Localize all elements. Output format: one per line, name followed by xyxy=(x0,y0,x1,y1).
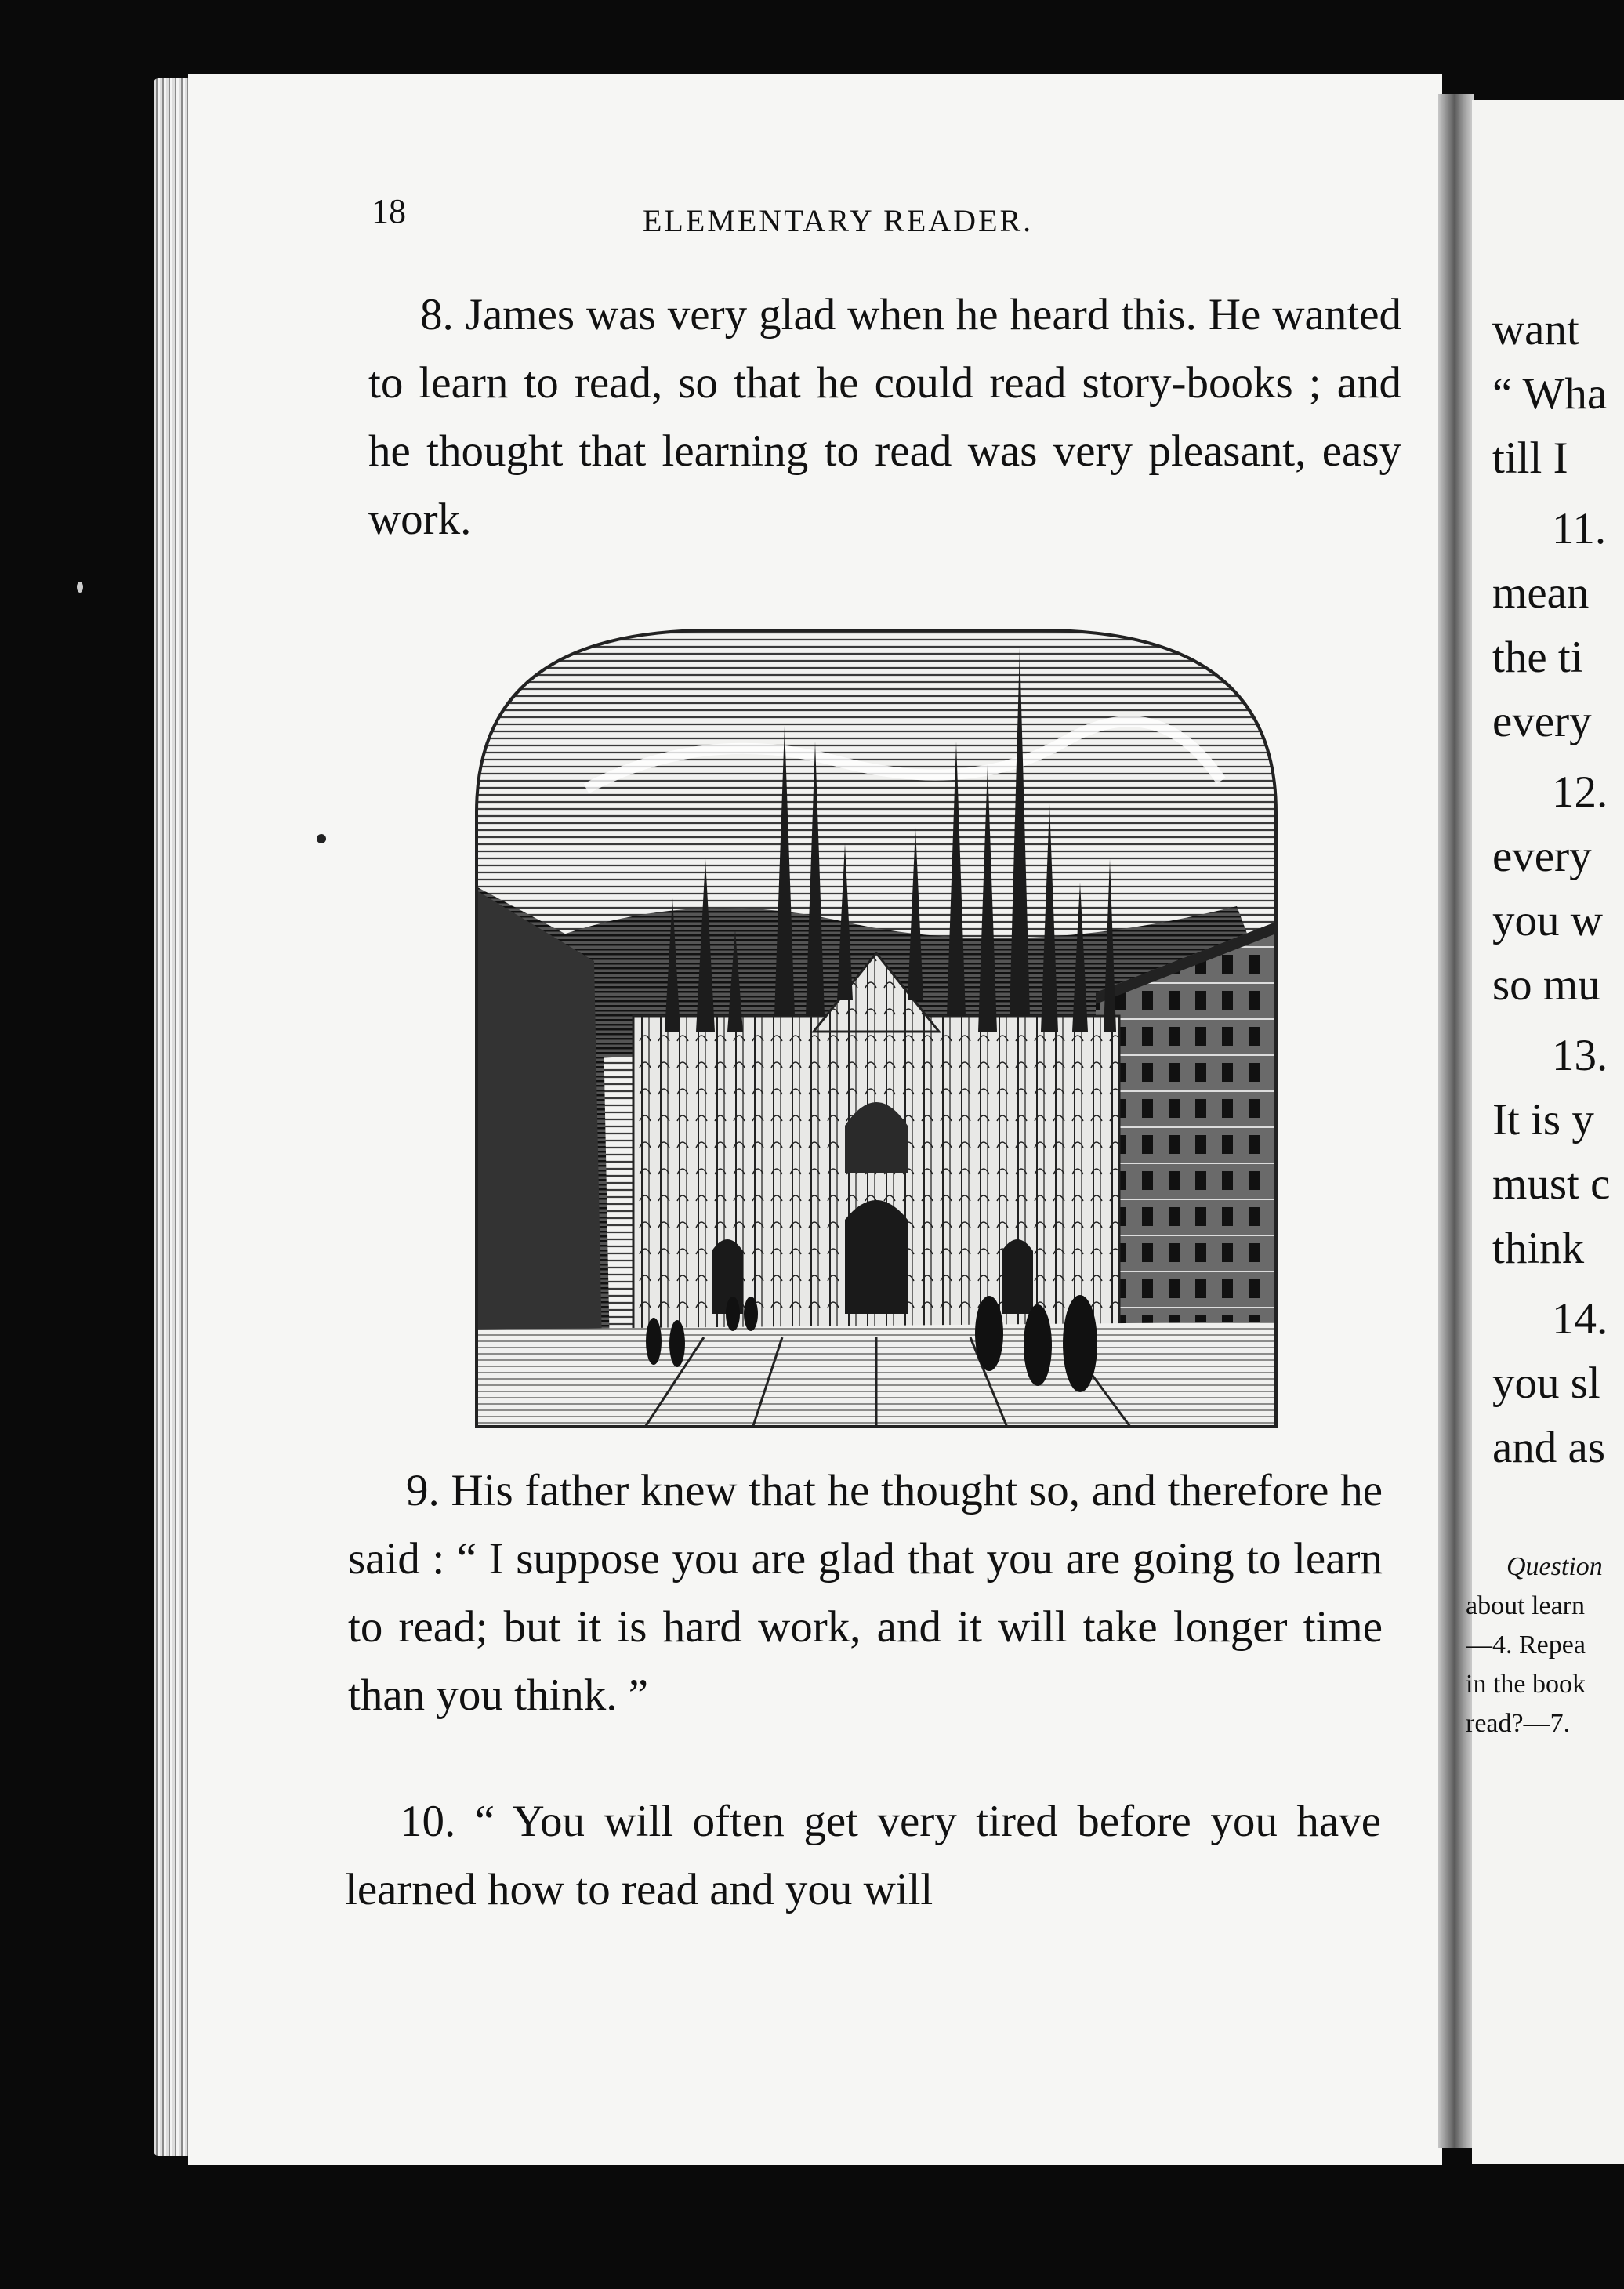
right-line: 11. xyxy=(1552,504,1607,553)
right-page-text-column xyxy=(1492,298,1624,1480)
right-line: you w xyxy=(1492,896,1603,945)
right-line: 14. xyxy=(1552,1294,1608,1344)
paragraph-10: 10. “ You will often get very tired before you have learned how to read and you will xyxy=(345,1797,1381,1914)
right-line: and as xyxy=(1492,1423,1606,1472)
right-line: 13. xyxy=(1552,1031,1608,1080)
right-line: think xyxy=(1492,1224,1585,1273)
scan-speck xyxy=(77,582,83,593)
right-line: every xyxy=(1492,832,1592,881)
question-line: in the book xyxy=(1466,1670,1586,1699)
cathedral-engraving xyxy=(469,624,1284,1433)
right-line: want xyxy=(1492,305,1579,354)
right-page-questions xyxy=(1466,1547,1624,1743)
question-line: read?—7. xyxy=(1466,1709,1571,1738)
questions-heading: Question xyxy=(1506,1552,1603,1581)
right-line: mean xyxy=(1492,568,1590,618)
right-line: every xyxy=(1492,697,1592,746)
right-line: you sl xyxy=(1492,1359,1600,1408)
question-line: about learn xyxy=(1466,1591,1585,1620)
scan-speck xyxy=(317,834,326,843)
right-line: It is y xyxy=(1492,1095,1594,1144)
right-line: “ Wha xyxy=(1492,369,1608,419)
paragraph-9: 9. His father knew that he thought so, and therefore he said : “ I suppose you are glad that you are going to learn to read; but it is hard work, and it will take longer time than you think. ” xyxy=(348,1466,1383,1720)
right-line: so mu xyxy=(1492,960,1600,1010)
running-title: ELEMENTARY READER. xyxy=(643,203,1034,238)
book-page-edges xyxy=(154,78,190,2156)
question-line: —4. Repea xyxy=(1466,1631,1586,1660)
right-line: 12. xyxy=(1552,767,1608,817)
book-gutter xyxy=(1438,94,1474,2148)
right-line: till I xyxy=(1492,433,1568,483)
page-number: 18 xyxy=(372,192,406,230)
right-line: the ti xyxy=(1492,633,1583,682)
right-line: must c xyxy=(1492,1159,1611,1209)
paragraph-8: 8. James was very glad when he heard this. He wanted to learn to read, so that he could read story-books ; and he thought that learning to read was very pleasant, easy work. xyxy=(368,290,1401,544)
